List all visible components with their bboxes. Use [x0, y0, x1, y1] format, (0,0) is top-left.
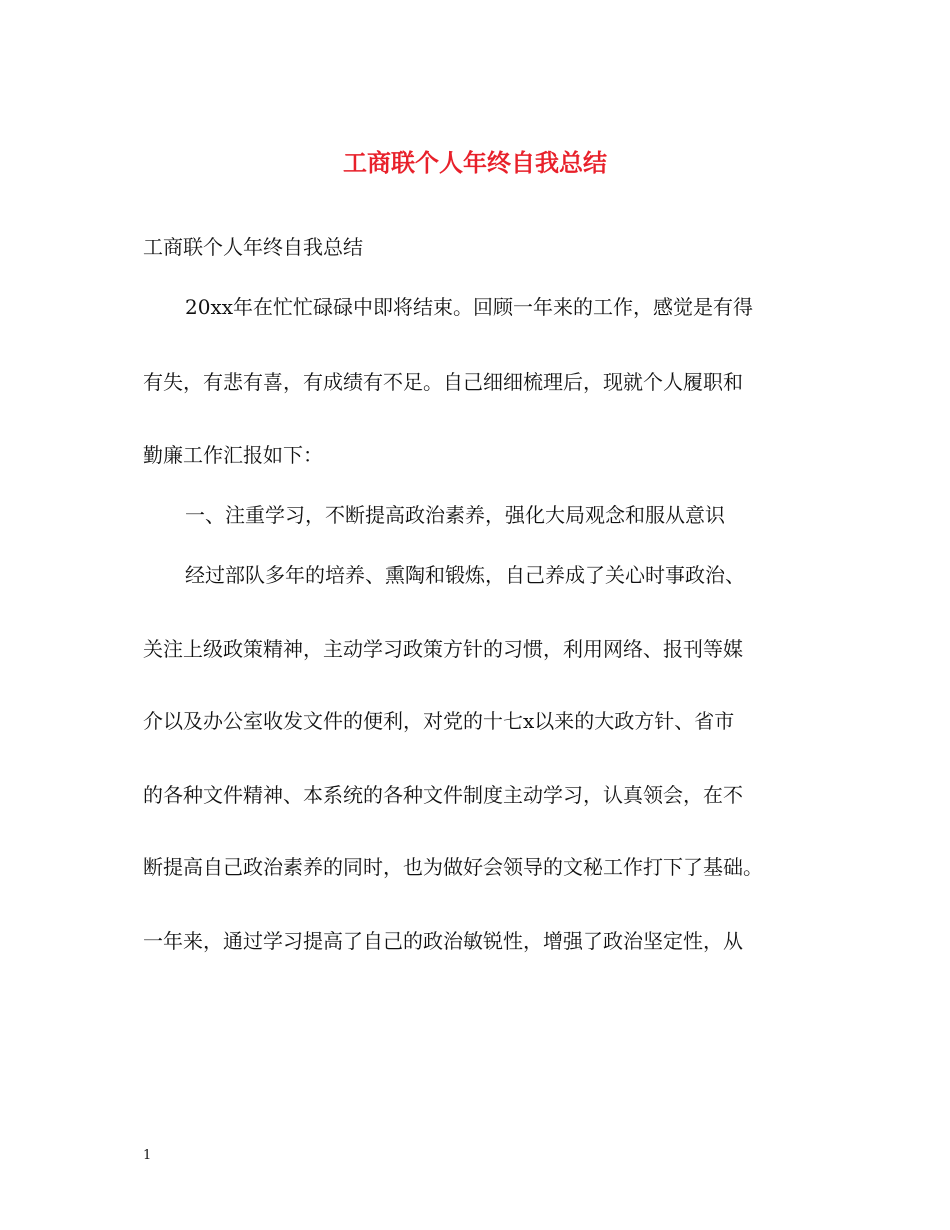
paragraph-line: 关注上级政策精神，主动学习政策方针的习惯，利用网络、报刊等媒 — [143, 637, 743, 661]
document-title: 工商联个人年终自我总结 — [343, 148, 607, 177]
paragraph-line: 20xx年在忙忙碌碌中即将结束。回顾一年来的工作，感觉是有得 — [185, 295, 754, 319]
subtitle-line: 工商联个人年终自我总结 — [143, 235, 363, 259]
paragraph-line: 介以及办公室收发文件的便利，对党的十七x以来的大政方针、省市 — [143, 709, 735, 733]
paragraph-line: 一年来，通过学习提高了自己的政治敏锐性，增强了政治坚定性，从 — [143, 929, 743, 953]
paragraph-line: 断提高自己政治素养的同时，也为做好会领导的文秘工作打下了基础。 — [143, 855, 763, 879]
paragraph-line: 有失，有悲有喜，有成绩有不足。自己细细梳理后，现就个人履职和 — [143, 370, 743, 394]
page-number: 1 — [143, 1148, 152, 1163]
paragraph-line: 的各种文件精神、本系统的各种文件制度主动学习，认真领会，在不 — [143, 783, 743, 807]
paragraph-line: 勤廉工作汇报如下： — [143, 443, 323, 467]
section-heading: 一、注重学习，不断提高政治素养，强化大局观念和服从意识 — [185, 503, 725, 527]
paragraph-line: 经过部队多年的培养、熏陶和锻炼，自己养成了关心时事政治、 — [185, 563, 745, 587]
